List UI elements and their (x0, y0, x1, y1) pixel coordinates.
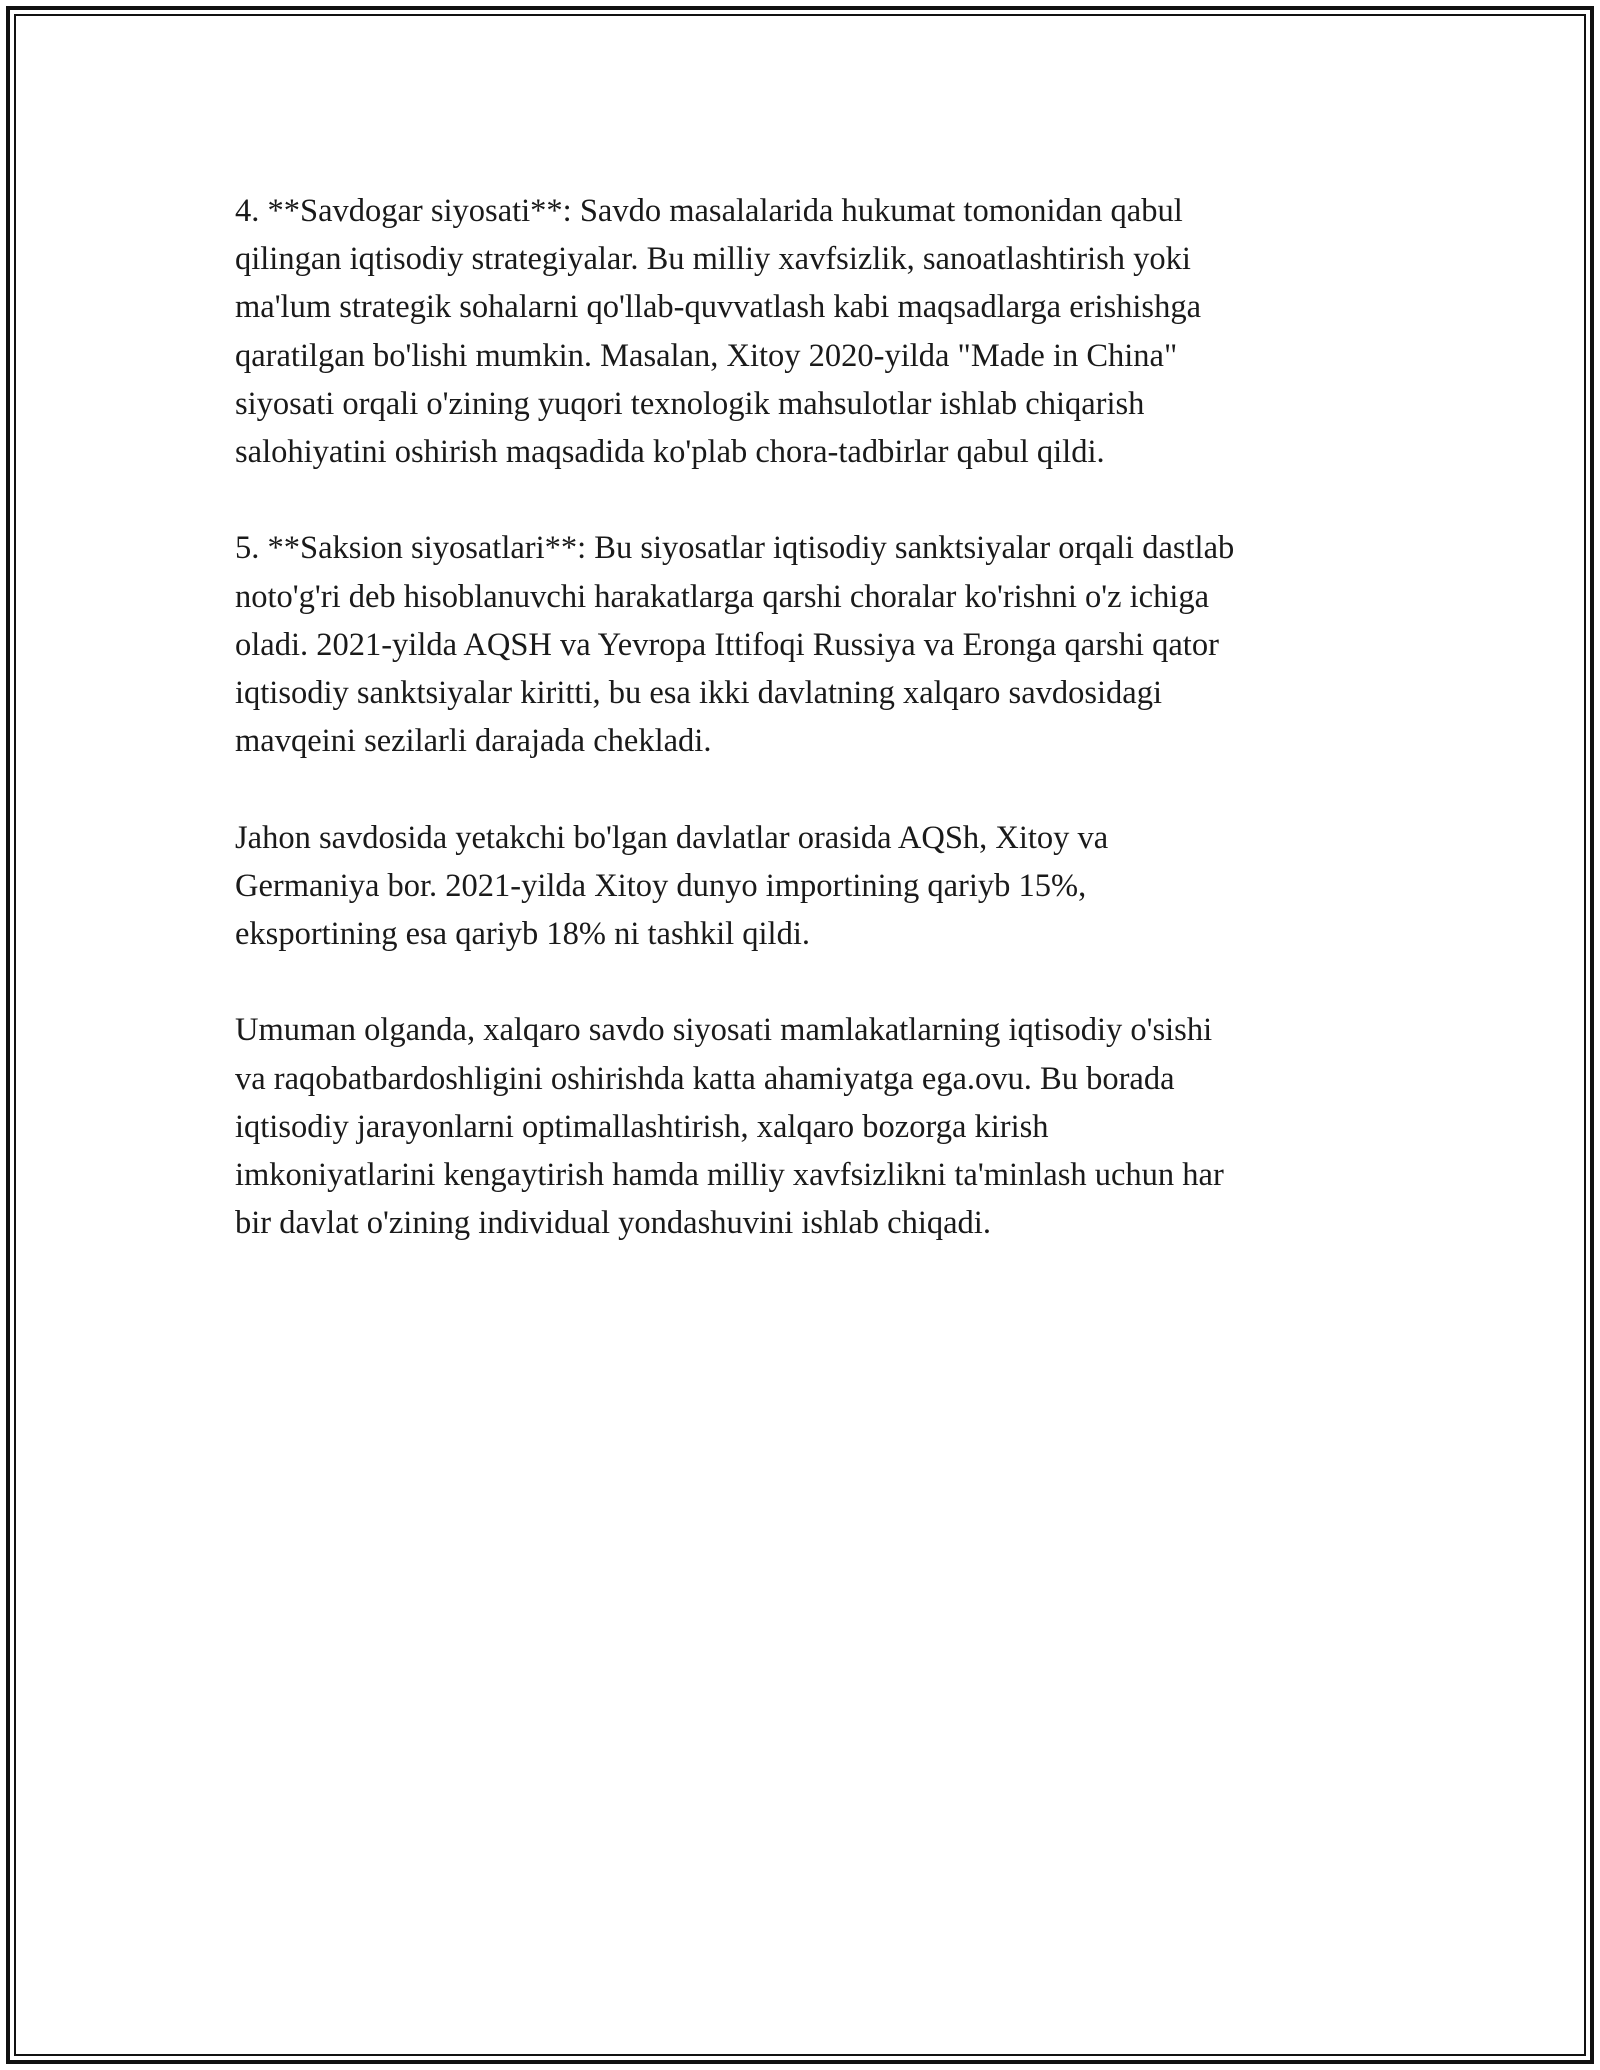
text-line: qilingan iqtisodiy strategiyalar. Bu milliy xavfsizlik, sanoatlashtirish yoki (235, 241, 1191, 278)
paragraph-conclusion (235, 1006, 1395, 1247)
text-line: eksportining esa qariyb 18% ni tashkil qildi. (235, 916, 810, 953)
text-line: ma'lum strategik sohalarni qo'llab-quvvatlash kabi maqsadlarga erishishga (235, 289, 1202, 326)
paragraph-sanction-policies (235, 524, 1395, 765)
text-line: mavqeini sezilarli darajada chekladi. (235, 723, 712, 760)
text-line: salohiyatini oshirish maqsadida ko'plab chora-tadbirlar qabul qildi. (235, 434, 1105, 471)
paragraph-mercantilist-policy (235, 187, 1395, 476)
text-line: 5. **Saksion siyosatlari**: Bu siyosatlar iqtisodiy sanktsiyalar orqali dastlab (235, 530, 1235, 567)
text-line: va raqobatbardoshligini oshirishda katta ahamiyatga ega.ovu. Bu borada (235, 1060, 1175, 1097)
text-line: noto'g'ri deb hisoblanuvchi harakatlarga qarshi choralar ko'rishni o'z ichiga (235, 578, 1210, 615)
text-line: 4. **Savdogar siyosati**: Savdo masalalarida hukumat tomonidan qabul (235, 193, 1183, 229)
text-line: bir davlat o'zining individual yondashuvini ishlab chiqadi. (235, 1205, 991, 1242)
text-line: Germaniya bor. 2021-yilda Xitoy dunyo importining qariyb 15%, (235, 867, 1087, 904)
text-line: oladi. 2021-yilda AQSH va Yevropa Ittifoqi Russiya va Eronga qarshi qator (235, 626, 1219, 663)
text-line: Jahon savdosida yetakchi bo'lgan davlatlar orasida AQSh, Xitoy va (235, 819, 1109, 856)
text-line: qaratilgan bo'lishi mumkin. Masalan, Xitoy 2020-yilda "Made in China" (235, 337, 1178, 374)
text-line: iqtisodiy sanktsiyalar kiritti, bu esa ikki davlatning xalqaro savdosidagi (235, 675, 1162, 712)
text-line: imkoniyatlarini kengaytirish hamda milliy xavfsizlikni ta'minlash uchun har (235, 1157, 1224, 1194)
text-line: siyosati orqali o'zining yuqori texnologik mahsulotlar ishlab chiqarish (235, 385, 1145, 422)
paragraph-world-trade-leaders (235, 814, 1395, 959)
document-body (235, 187, 1395, 1296)
text-line: Umuman olganda, xalqaro savdo siyosati mamlakatlarning iqtisodiy o'sishi (235, 1012, 1213, 1049)
text-line: iqtisodiy jarayonlarni optimallashtirish, xalqaro bozorga kirish (235, 1108, 1049, 1145)
